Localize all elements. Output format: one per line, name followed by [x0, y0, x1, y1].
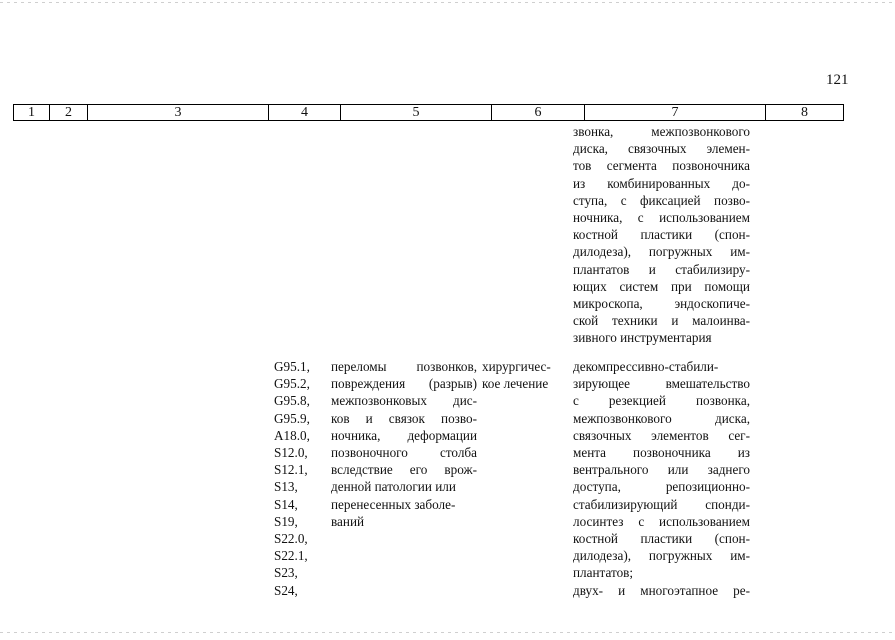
- page-number: 121: [826, 72, 849, 88]
- text-line: тов сегмента позвоночника: [573, 158, 750, 174]
- text-line: S19,: [274, 513, 298, 529]
- text-line: повреждения (разрыв): [331, 376, 477, 392]
- text-line: хирургичес-: [482, 359, 551, 374]
- text-line: ков и связок позво-: [331, 410, 477, 426]
- text-line: плантатов;: [573, 565, 634, 581]
- col4-diagnosis-codes: [274, 358, 326, 599]
- text-line: ночника, деформации: [331, 427, 477, 443]
- text-line: S12.0,: [274, 445, 308, 461]
- text-line: ваний: [331, 513, 365, 529]
- text-line: кое лечение: [482, 376, 549, 392]
- text-line: A18.0,: [274, 427, 310, 443]
- text-line: S22.0,: [274, 531, 308, 547]
- col7-continuation-text: [573, 123, 750, 347]
- text-line: G95.8,: [274, 393, 310, 409]
- header-col-3: 3: [88, 105, 269, 120]
- text-line: межпозвонковых дис-: [331, 393, 477, 409]
- text-line: зирующее вмешательство: [573, 376, 750, 392]
- header-col-2: 2: [50, 105, 88, 120]
- header-col-6: 6: [492, 105, 585, 120]
- text-line: G95.1,: [274, 359, 310, 374]
- text-line: ющих систем при помощи: [573, 278, 750, 294]
- text-line: G95.2,: [274, 376, 310, 392]
- text-line: перенесенных заболе-: [331, 496, 456, 512]
- header-col-7: 7: [585, 105, 766, 120]
- text-line: позвоночного столба: [331, 445, 477, 461]
- header-col-4: 4: [269, 105, 341, 120]
- col5-disease-description: [331, 358, 477, 530]
- text-line: ской техники и малоинва-: [573, 313, 750, 329]
- text-line: доступа, репозиционно-: [573, 479, 750, 495]
- text-line: костной пластики (спон-: [573, 227, 750, 243]
- text-line: зивного инструментария: [573, 330, 712, 346]
- text-line: с резекцией позвонка,: [573, 393, 750, 409]
- text-line: звонка, межпозвонкового: [573, 124, 750, 139]
- text-line: межпозвонкового диска,: [573, 410, 750, 426]
- text-line: S12.1,: [274, 462, 308, 478]
- text-line: S22.1,: [274, 548, 308, 564]
- text-line: из комбинированных до-: [573, 175, 750, 191]
- text-line: S14,: [274, 496, 298, 512]
- text-line: вентрального или заднего: [573, 462, 750, 478]
- text-line: костной пластики (спон-: [573, 531, 750, 547]
- text-line: двух- и многоэтапное ре-: [573, 582, 750, 598]
- text-line: вследствие его врож-: [331, 462, 477, 478]
- text-line: лосинтез с использованием: [573, 513, 750, 529]
- header-col-5: 5: [341, 105, 492, 120]
- text-line: дилодеза), погружных им-: [573, 244, 750, 260]
- header-col-8: 8: [801, 105, 808, 120]
- text-line: диска, связочных элемен-: [573, 141, 750, 157]
- text-line: денной патологии или: [331, 479, 456, 495]
- header-col-1: 1: [14, 105, 50, 120]
- text-line: S13,: [274, 479, 298, 495]
- text-line: G95.9,: [274, 410, 310, 426]
- text-line: мента позвоночника из: [573, 445, 750, 461]
- scan-edge-top: [0, 2, 895, 3]
- scan-edge-bottom: [0, 632, 895, 633]
- text-line: ночника, с использованием: [573, 210, 750, 226]
- text-line: декомпрессивно-стабили-: [573, 359, 719, 374]
- text-line: ступа, с фиксацией позво-: [573, 192, 750, 208]
- col7-treatment-method: [573, 358, 750, 599]
- text-line: микроскопа, эндоскопиче-: [573, 296, 750, 312]
- text-line: дилодеза), погружных им-: [573, 548, 750, 564]
- text-line: связочных элементов сег-: [573, 427, 750, 443]
- text-line: стабилизирующий спонди-: [573, 496, 750, 512]
- text-line: S23,: [274, 565, 298, 581]
- text-line: переломы позвонков,: [331, 359, 477, 374]
- col6-treatment-type: [482, 358, 570, 392]
- text-line: плантатов и стабилизиру-: [573, 261, 750, 277]
- text-line: S24,: [274, 582, 298, 598]
- column-number-header: [13, 104, 844, 121]
